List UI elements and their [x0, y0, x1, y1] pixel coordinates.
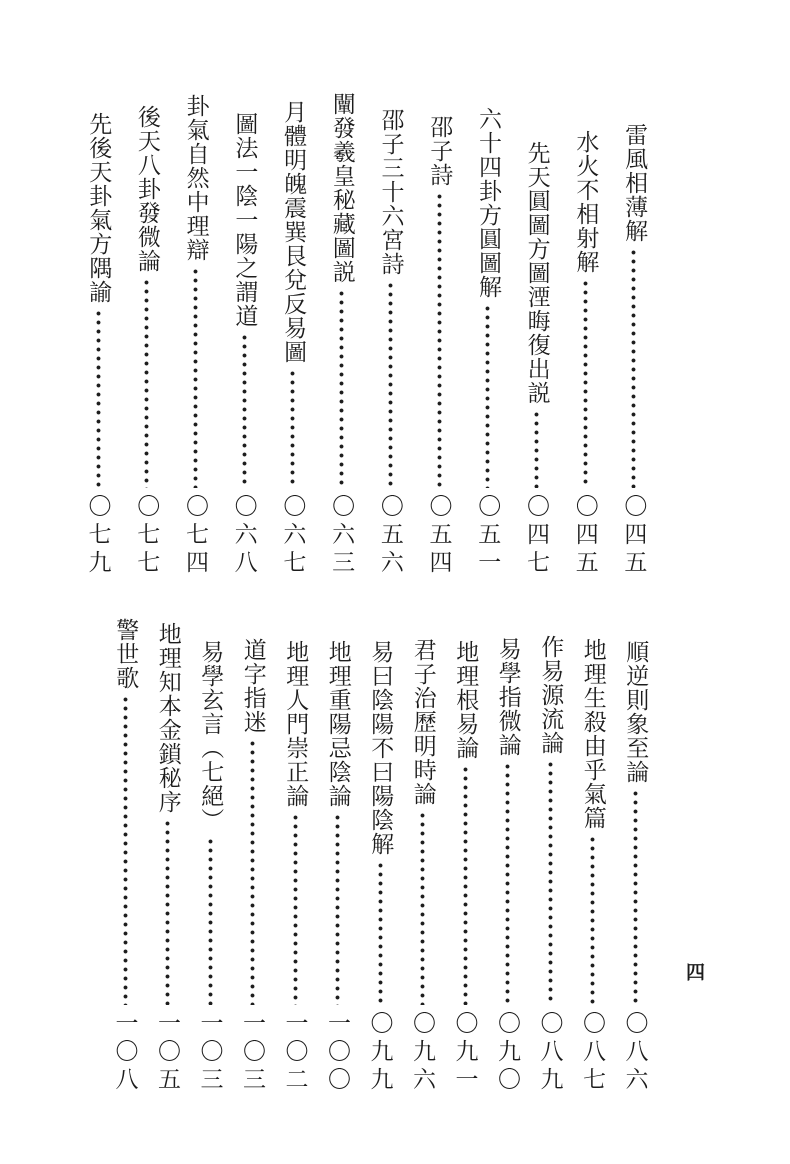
- entry-title: 地理根易論: [453, 640, 479, 760]
- dotted-leader: [250, 739, 255, 1005]
- entry-page-number: 〇九六: [410, 1011, 435, 1095]
- entry-page-number: 〇九一: [452, 1011, 478, 1095]
- entry-title: 警世歌: [113, 618, 139, 690]
- entry-page-number: 一〇五: [155, 1011, 180, 1095]
- entry-title: 圖法一陰一陽之謂道: [232, 112, 258, 328]
- entry-page-number: 〇六三: [329, 494, 355, 578]
- toc-entry: [372, 92, 408, 578]
- entry-page-number: 〇八六: [622, 1011, 648, 1095]
- toc-entry: [616, 92, 652, 578]
- entry-title: 卦氣自然中理辯: [183, 94, 209, 262]
- dotted-leader: [193, 267, 198, 488]
- entry-title: 君子治歷明時論: [410, 638, 436, 806]
- toc-section-upper: [80, 92, 652, 578]
- dotted-leader: [505, 762, 510, 1005]
- entry-page-number: 〇九〇: [495, 1011, 520, 1095]
- dotted-leader: [388, 281, 393, 488]
- toc-entry: [320, 618, 356, 1095]
- entry-title: 月體明魄震巽艮兌反易圖: [281, 100, 307, 364]
- toc-entry: [324, 92, 360, 578]
- toc-entry: [470, 92, 506, 578]
- dotted-leader: [631, 248, 636, 488]
- toc-entry: [150, 618, 186, 1095]
- folio-page-number: 四: [683, 962, 704, 981]
- entry-title: 先天圓圖方圖湮晦復出説: [524, 141, 550, 405]
- dotted-leader: [242, 333, 247, 488]
- toc-entry: [277, 618, 313, 1095]
- dotted-leader: [437, 192, 442, 488]
- entry-page-number: 一〇〇: [325, 1011, 350, 1095]
- toc-section-lower: [107, 618, 653, 1095]
- dotted-leader: [548, 760, 553, 1005]
- dotted-leader: [590, 835, 595, 1005]
- dotted-leader: [583, 279, 588, 488]
- toc-entry: [518, 92, 554, 578]
- dotted-leader: [165, 819, 170, 1005]
- toc-entry: [177, 92, 213, 578]
- entry-page-number: 一〇三: [197, 1011, 223, 1095]
- toc-entry: [235, 618, 271, 1095]
- entry-page-number: 〇四七: [523, 494, 549, 578]
- entry-page-number: 一〇八: [112, 1011, 138, 1095]
- toc-entry: [575, 618, 611, 1095]
- entry-page-number: 〇七九: [85, 494, 111, 578]
- dotted-leader: [144, 278, 149, 488]
- toc-entry: [107, 618, 143, 1095]
- dotted-leader: [293, 813, 298, 1005]
- toc-entry: [192, 618, 228, 1095]
- entry-title: 水火不相射解: [573, 130, 599, 274]
- entry-page-number: 〇九九: [367, 1011, 393, 1095]
- entry-page-number: 〇四五: [621, 494, 647, 578]
- toc-entry: [567, 92, 603, 578]
- entry-title: 順逆則象至論: [623, 640, 649, 784]
- dotted-leader: [123, 695, 128, 1005]
- entry-title: 地理生殺由乎氣篇: [580, 638, 606, 830]
- entry-title: 六十四卦方圓圖解: [475, 107, 501, 299]
- toc-entry: [421, 92, 457, 578]
- entry-title: 易曰陰陽不曰陽陰解: [368, 640, 394, 856]
- dotted-leader: [208, 837, 213, 1005]
- entry-title: 地理人門崇正論: [283, 640, 309, 808]
- entry-page-number: 〇七四: [182, 494, 208, 578]
- entry-title: 易學玄言（七絕）: [198, 640, 224, 832]
- toc-entry: [80, 92, 116, 578]
- entry-title: 道字指迷: [240, 638, 266, 734]
- dotted-leader: [378, 861, 383, 1005]
- entry-page-number: 〇六八: [231, 494, 257, 578]
- dotted-leader: [420, 811, 425, 1005]
- entry-page-number: 一〇二: [282, 1011, 308, 1095]
- entry-title: 地理知本金鎖秘序: [155, 622, 181, 814]
- dotted-leader: [290, 369, 295, 488]
- entry-title: 闡發羲皇秘藏圖説: [329, 92, 355, 284]
- entry-page-number: 〇六七: [280, 494, 306, 578]
- entry-title: 邵子三十六宮詩: [378, 108, 404, 276]
- toc-entry: [362, 618, 398, 1095]
- toc-entry: [532, 618, 568, 1095]
- dotted-leader: [633, 789, 638, 1005]
- dotted-leader: [534, 410, 539, 488]
- entry-title: 邵子詩: [427, 115, 453, 187]
- entry-title: 作易源流論: [538, 635, 564, 755]
- entry-page-number: 〇八七: [580, 1011, 605, 1095]
- entry-title: 先後天卦氣方隅諭: [86, 112, 112, 304]
- dotted-leader: [335, 813, 340, 1005]
- entry-title: 地理重陽忌陰論: [325, 640, 351, 808]
- toc-entry: [617, 618, 653, 1095]
- entry-page-number: 〇五一: [475, 494, 501, 578]
- dotted-leader: [485, 304, 490, 488]
- entry-page-number: 〇八九: [537, 1011, 563, 1095]
- toc-entry: [129, 92, 165, 578]
- toc-entry: [447, 618, 483, 1095]
- dotted-leader: [96, 309, 101, 488]
- entry-page-number: 〇四五: [572, 494, 598, 578]
- entry-title: 雷風相薄解: [622, 123, 648, 243]
- entry-title: 易學指微論: [495, 637, 521, 757]
- toc-entry: [405, 618, 441, 1095]
- toc-entry: [490, 618, 526, 1095]
- entry-title: 後天八卦發微論: [134, 105, 160, 273]
- toc-entry: [275, 92, 311, 578]
- entry-page-number: 〇七七: [134, 494, 160, 578]
- entry-page-number: 〇五四: [426, 494, 452, 578]
- dotted-leader: [463, 765, 468, 1005]
- dotted-leader: [339, 289, 344, 488]
- toc-entry: [226, 92, 262, 578]
- entry-page-number: 〇五六: [377, 494, 403, 578]
- entry-page-number: 一〇三: [240, 1011, 265, 1095]
